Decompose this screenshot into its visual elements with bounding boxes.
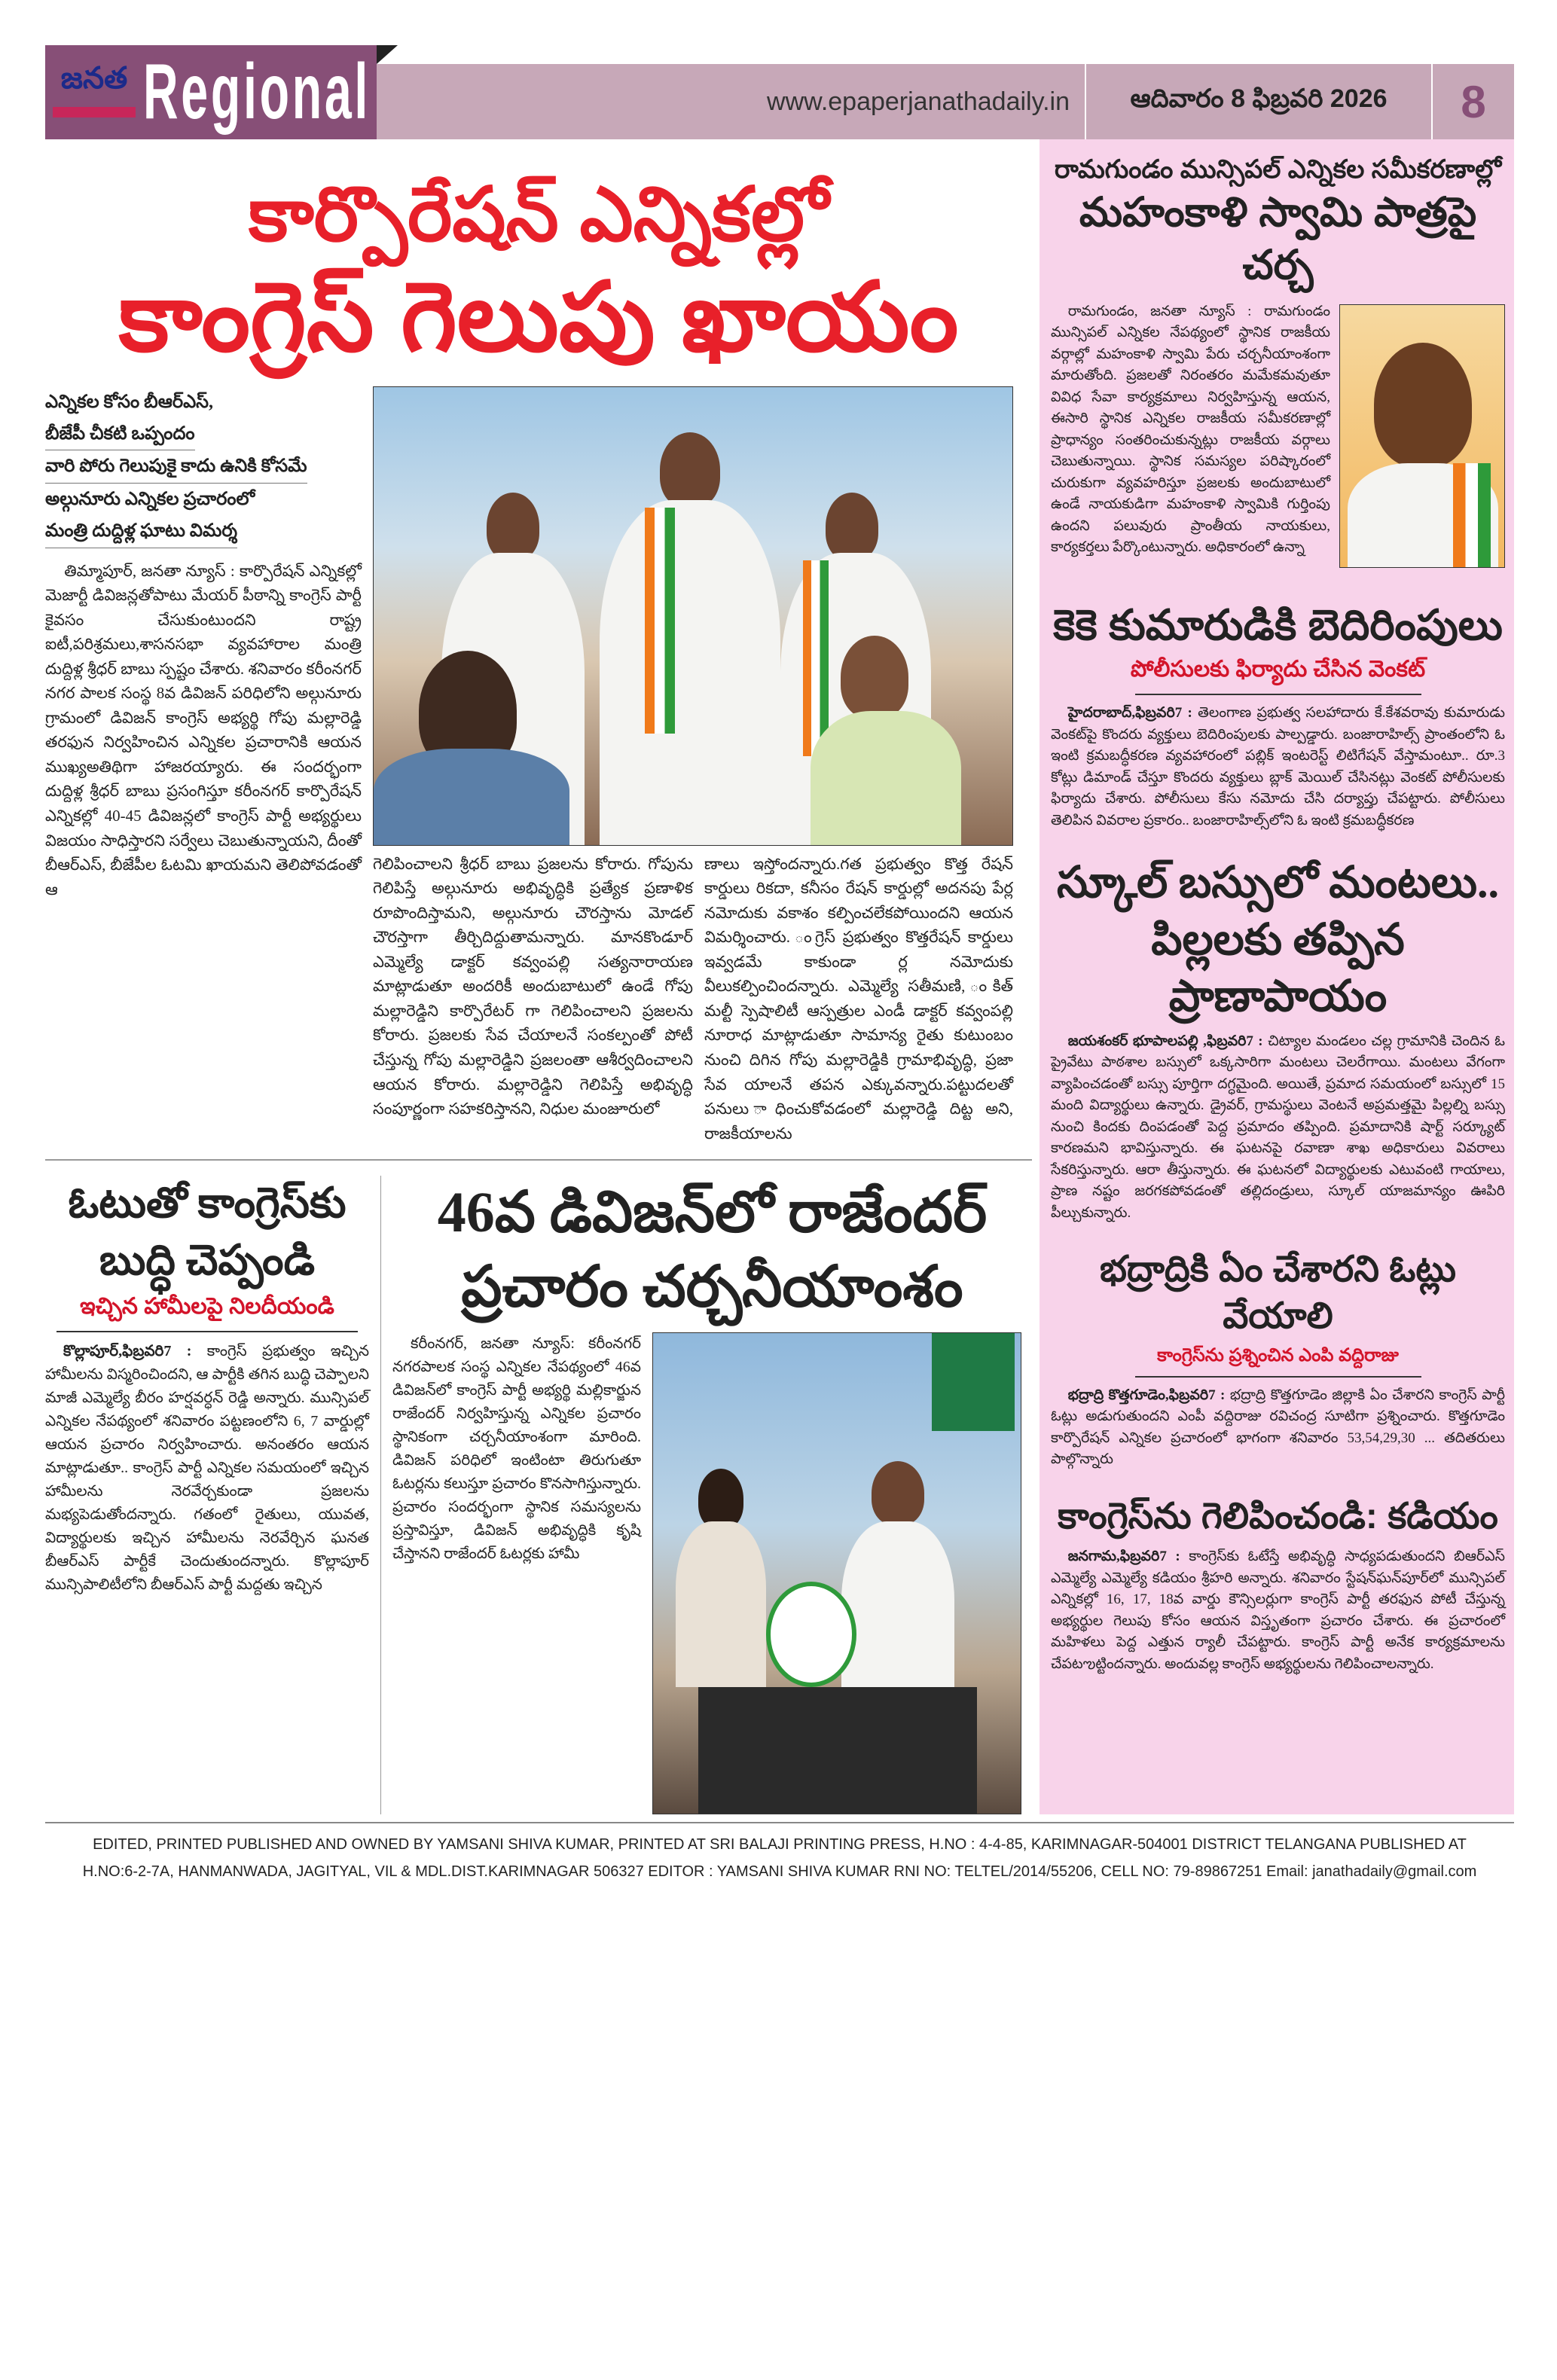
paragraph: రామగుండం, జనతా న్యూస్ : రామగుండం మున్సిపల్ ఎన్నికల నేపథ్యంలో స్థానిక రాజకీయ వర్గాల్లో మహంకాళి స్వామి పేరు చర్చనీయాంశంగా మారుతోంది. ప్రజలతో నిరంతరం మమేకమవుతూ వివిధ సేవా కార్యక్రమాలు నిర్వహిస్తున్న ఆయన, ఈసారి స్థానిక ఎన్నికల రాజకీయ సమీకరణాల్లో ప్రాధాన్యం సంతరించుకున్నట్లు రాజకీయ వర్గాలు చెబుతున్నాయి. స్థానిక సమస్యల పరిష్కారంలో చురుకుగా వ్యవహరిస్తూ ప్రజలకు అందుబాటులో ఉండే నాయకుడిగా మహంకాళి స్వామికి గుర్తింపు ఉందని పలువురు ప్రాంతీయ నాయకులు, కార్యకర్తలు పేర్కొంటున్నారు. అధికారంలో ఉన్నా xyxy=(1051,303,1330,556)
kollapur-story xyxy=(45,1176,369,1814)
mahankali-photo xyxy=(1339,304,1505,568)
main-story-photo xyxy=(373,386,1013,846)
party-flag xyxy=(932,1333,1015,1431)
paragraph: గెలిపించాలని శ్రీధర్ బాబు ప్రజలను కోరారు. గోపును గెలిపిస్తే అల్గునూరు అభివృద్ధికి ప్రత్యేక ప్రణాళిక రూపొందిస్తామని, అల్గునూరు చౌరస్తాను మోడల్ చౌరస్తాగా తీర్చిదిద్దుతామన్నారు. మానకొండూర్ ఎమ్మెల్యే డాక్టర్ కవ్వంపల్లి సత్యనారాయణ మాట్లాడుతూ అందరికీ అందుబాటులో ఉండే గోపు మల్లారెడ్డిని కార్పొరేటర్ గా గెలిపించాలని ప్రజలను కోరారు. ప్రజలకు సేవ చేయాలనే సంకల్పంతో పోటీ చేస్తున్న గోపు మల్లారెడ్డిని ప్రజలంతా ఆశీర్వదించాలని ఆయన కోరారు. మల్లారెడ్డిని గెలిపిస్తే అభివృద్ధి సంపూర్ణంగా సహకరిస్తానని, నిధుల మంజూరులో xyxy=(373,854,693,1118)
mahankali-headline: మహంకాళి స్వామి పాత్రపై చర్చ xyxy=(1079,190,1477,288)
bhadradri-headline: భద్రాద్రికి ఏం చేశారని ఓట్లు వేయాలి xyxy=(1099,1250,1457,1337)
dateline: భద్రాద్రి కొత్తగూడెం,ఫిబ్రవరి7 : xyxy=(1067,1387,1226,1403)
congress-symbol xyxy=(766,1582,856,1687)
main-story-right-area xyxy=(373,386,1032,1146)
division46-photo xyxy=(652,1332,1021,1814)
paragraph: కాంగ్రెస్ ప్రభుత్వం ఇచ్చిన హామీలను విస్మరించిందని, ఆ పార్టీకి తగిన బుద్ధి చెప్పాలని మాజీ ఎమ్మెల్యే బీరం హర్షవర్ధన్ రెడ్డి అన్నారు. మున్సిపల్ ఎన్నికల నేపథ్యంలో శనివారం పట్టణంలోని 6, 7 వార్డుల్లో ఆయన ప్రచారం నిర్వహించారు. అనంతరం ఆయన మాట్లాడుతూ.. కాంగ్రెస్ పార్టీ ఎన్నికల సమయంలో ఇచ్చిన హామీలను నెరవేర్చకుండా ప్రజలను మభ్యపెడుతోందన్నారు. గతంలో రైతులు, యువత, విద్యార్థులకు ఇచ్చిన హామీలను నెరవేర్చిన ఘనత బీఆర్ఎస్ పార్టీకే చెందుతుందన్నారు. కొల్లాపూర్ మున్సిపాలిటీలోని బీఆర్ఎస్ పార్టీ మద్దతు ఇచ్చిన xyxy=(45,1343,370,1594)
bus-headline xyxy=(1051,854,1505,1024)
main-headline-line2: కాంగ్రెస్ గెలుపు ఖాయం xyxy=(118,264,959,371)
paragraph: భద్రాద్రి కొత్తగూడెం జిల్లాకి ఏం చేశారని కాంగ్రెస్ పార్టీ ఓట్లు అడుగుతుందని ఎంపీ వద్దిరాజు రవిచంద్ర సూటిగా ప్రశ్నించారు. కొత్తగూడెం కార్పొరేషన్ ఎన్నికల ప్రచారంలో భాగంగా శనివారం 53,54,29,30 ... తదితరులు పాల్గొన్నారు xyxy=(1051,1387,1506,1468)
division46-body-row xyxy=(392,1332,1032,1814)
imprint-line: H.NO:6-2-7A, HANMANWADA, JAGITYAL, VIL & MDL.DIST.KARIMNAGAR 506327 EDITOR : YAMSANI SHIVA KUMAR RNI NO: TELTEL/2014/55206, CELL NO: 79-89867251 Email: janathadaily@gmail.com xyxy=(82,1863,1477,1880)
page-header xyxy=(45,45,1514,139)
divider xyxy=(56,1331,358,1332)
bus-body xyxy=(1051,1031,1505,1225)
left-region xyxy=(45,139,1032,1814)
imprint-line: EDITED, PRINTED PUBLISHED AND OWNED BY YAMSANI SHIVA KUMAR, PRINTED AT SRI BALAJI PRINTING PRESS, H.NO : 4-4-85, KARIMNAGAR-504001 DISTRICT TELANGANA PUBLISHED AT xyxy=(93,1835,1467,1853)
divider xyxy=(1135,1376,1421,1378)
main-story-lower-columns xyxy=(373,852,1032,1146)
masthead xyxy=(45,45,377,139)
headline-line: 46వ డివిజన్‌లో రాజేందర్ xyxy=(437,1181,988,1245)
division46-body xyxy=(392,1332,641,1814)
headline-line: ప్రచారం చర్చనీయాంశం xyxy=(461,1255,963,1319)
kadiyam-headline: కాంగ్రెస్‌ను గెలిపించండి: కడియం xyxy=(1058,1496,1498,1536)
main-deck xyxy=(45,386,362,548)
kk-body xyxy=(1051,703,1505,831)
kadiyam-body xyxy=(1051,1546,1505,1675)
deck-line: మంత్రి దుద్దిళ్ల ఘాటు విమర్శ xyxy=(45,515,237,548)
bhadradri-body xyxy=(1051,1385,1505,1471)
kollapur-headline xyxy=(45,1176,369,1289)
section-title: Regional xyxy=(143,48,371,136)
headline-line: పిల్లలకు తప్పిన ప్రాణాపాయం xyxy=(1151,914,1405,1021)
sidebar-box xyxy=(1040,139,1514,1814)
headline-line: ఓటుతో కాంగ్రెస్‌కు xyxy=(68,1180,347,1228)
bhadradri-subhead: కాంగ్రెస్‌ను ప్రశ్నించిన ఎంపి వద్దిరాజు xyxy=(1157,1344,1399,1365)
bhadradri-story xyxy=(1051,1246,1505,1471)
imprint-footer xyxy=(45,1823,1514,1885)
dateline: కొల్లాపూర్,ఫిబ్రవరి7 : xyxy=(63,1343,192,1360)
janatha-logo xyxy=(53,62,136,124)
column-divider xyxy=(380,1176,381,1814)
main-story-col2 xyxy=(373,852,693,1146)
main-story-col1 xyxy=(45,559,362,902)
issue-date: ఆదివారం 8 ఫిబ్రవరి 2026 xyxy=(1085,64,1431,139)
masthead-triangle xyxy=(377,45,398,64)
deck-line: వారి పోరు గెలుపుకై కాదు ఉనికి కోసమే xyxy=(45,450,307,483)
kadiyam-story xyxy=(1051,1494,1505,1675)
speaker-stack xyxy=(698,1687,977,1814)
kk-subhead: పోలీసులకు ఫిర్యాదు చేసిన వెంకట్ xyxy=(1130,657,1426,682)
headline-line: బుద్ధి చెప్పండి xyxy=(99,1237,316,1284)
main-headline xyxy=(45,169,1032,376)
dateline: జనగామ,ఫిబ్రవరి7 : xyxy=(1067,1549,1180,1565)
dateline: హైదరాబాద్,ఫిబ్రవరి7 : xyxy=(1067,705,1192,722)
dateline: జయశంకర్ భూపాలపల్లి ,ఫిబ్రవరి7 : xyxy=(1067,1033,1263,1049)
paragraph: తిమ్మాపూర్, జనతా న్యూస్ : కార్పొరేషన్ ఎన్నికల్లో మెజార్టీ డివిజన్లతోపాటు మేయర్ పీఠాన్ని కాంగ్రెస్ పార్టీ కైవసం చేసుకుంటుందని రాష్ట్ర ఐటీ,పరిశ్రమలు,శాసనసభా వ్యవహారాల మంత్రి దుద్దిళ్ల శ్రీధర్ బాబు స్పష్టం చేశారు. శనివారం కరీంనగర్ నగర పాలక సంస్థ 8వ డివిజన్ పరిధిలోని అల్గునూరు గ్రామంలో డివిజన్ కాంగ్రెస్ అభ్యర్థి గోపు మల్లారెడ్డి తరఫున నిర్వహించిన ఎన్నికల ప్రచారానికి ఆయన ముఖ్యఅతిథిగా హాజరయ్యారు. ఈ సందర్భంగా దుద్దిళ్ల శ్రీధర్ బాబు ప్రసంగిస్తూ కరీంనగర్ కార్పొరేషన్ ఎన్నికల్లో 40-45 డివిజన్లలో కాంగ్రెస్ పార్టీ అభ్యర్థులు విజయం సాధిస్తారని సర్వేలు చెబుతున్నాయని, దీంతో బీఆర్ఎస్, బీజేపీల ఓటమి ఖాయమని తెలిపోవడంతో ఆ xyxy=(45,561,362,899)
deck-line: బీజేపీ చీకటి ఒప్పందం xyxy=(45,418,195,450)
paragraph: కరీంనగర్, జనతా న్యూస్: కరీంనగర్ నగరపాలక సంస్థ ఎన్నికల నేపథ్యంలో 46వ డివిజన్‌లో కాంగ్రెస్ పార్టీ అభ్యర్థి మల్లికార్జున రాజేందర్ నిర్వహిస్తున్న ఎన్నికల ప్రచారం స్థానికంగా చర్చనీయాంశంగా మారింది. డివిజన్ పరిధిలో ఇంటింటా తిరుగుతూ ఓటర్లను కలుస్తూ ప్రచారం కొనసాగిస్తున్నారు. ప్రచారం సందర్భంగా స్థానిక సమస్యలను ప్రస్తావిస్తూ, డివిజన్ అభివృద్ధికి కృషి చేస్తానని రాజేందర్ ఓటర్లకు హామీ xyxy=(392,1335,641,1562)
page-content xyxy=(45,139,1514,1814)
website-url[interactable]: www.epaperjanathadaily.in xyxy=(767,87,1070,116)
paragraph: చిట్యాల మండలం చల్ల గ్రామానికి చెందిన ఓ ప్రైవేటు పాఠశాల బస్సులో ఒక్కసారిగా మంటలు చెలరేగాయి. మంటలు వేగంగా వ్యాపించడంతో బస్సు పూర్తిగా దగ్ధమైంది. అయితే, ప్రమాద సమయంలో బస్సులో 15 మంది విద్యార్థులు ఉన్నారు. డ్రైవర్, గ్రామస్థులు వెంటనే అప్రమత్తమై పిల్లల్ని బస్సు నుంచి కిందకు దింపడంతో పెద్ద ప్రమాదం తప్పింది. ప్రమాదానికి షార్ట్ సర్క్యూట్ కారణమని భావిస్తున్నారు. ఈ ఘటనపై రవాణా శాఖ అధికారులు వివరాలు సేకరిస్తున్నారు. ఆరా తీస్తున్నారు. ఈ ఘటనలో విద్యార్థులకు ఎటువంటి గాయాలు, ప్రాణ నష్టం జరగకపోవడంతో తల్లిదండ్రులు, స్కూల్ యాజమాన్యం ఊపిరి పీల్చుకున్నారు. xyxy=(1051,1033,1506,1221)
mahankali-kicker: రామగుండం మున్సిపల్ ఎన్నికల సమీకరణాల్లో xyxy=(1054,155,1502,184)
kollapur-subhead: ఇచ్చిన హామీలపై నిలదీయండి xyxy=(80,1294,334,1320)
main-story-left-column xyxy=(45,386,362,1146)
main-headline-line1: కార్పొరేషన్ ఎన్నికల్లో xyxy=(248,172,829,257)
divider xyxy=(45,1159,1032,1161)
mahankali-story xyxy=(1051,153,1505,575)
divider xyxy=(1135,694,1421,695)
deck-line: అల్గునూరు ఎన్నికల ప్రచారంలో xyxy=(45,489,255,509)
page-number: 8 xyxy=(1431,64,1514,139)
kk-headline: కెకె కుమారుడికి బెదిరింపులు xyxy=(1053,600,1503,648)
main-story-col3 xyxy=(704,852,1013,1146)
logo-text: జనత xyxy=(60,62,128,95)
paragraph: ణాలు ఇస్తోందన్నారు.గత ప్రభుత్వం కొత్త రేషన్ కార్డులు రికదా, కనీసం రేషన్ కార్డుల్లో అదనపు పేర్ల నమోదుకు వకాశం కల్పించలేకపోయిందని ఆయన విమర్శించారు. ంగ్రెస్ ప్రభుత్వం కొత్తరేషన్ కార్డులు ఇవ్వడమే కాకుండా ర్ల నమోదుకు వీలుకల్పించిందన్నారు. ఎమ్మెల్యే సతీమణి, ంకిత్ మల్టీ స్పెషాలిటీ ఆస్పత్రుల ఎండీ డాక్టర్ కవ్వంపల్లి నూరాధ మాట్లాడుతూ సామాన్య రైతు కుటుంబం నుంచి దిగిన గోపు మల్లారెడ్డికి గ్రామాభివృద్ధి, ప్రజా సేవ యాలనే తపన ఎక్కువన్నారు.పట్టుదలతో పనులు ాధించుకోవడంలో మల్లారెడ్డి దిట్ట అని, రాజకీయాలను xyxy=(704,854,1013,1143)
kk-story xyxy=(1051,598,1505,832)
deck-line: ఎన్నికల కోసం బీఆర్ఎస్, xyxy=(45,392,213,412)
main-story-body xyxy=(45,386,1032,1146)
division46-headline xyxy=(392,1176,1032,1325)
division46-story xyxy=(392,1176,1032,1814)
lower-stories xyxy=(45,1176,1032,1814)
bus-story xyxy=(1051,854,1505,1224)
paragraph: కాంగ్రెస్‌కు ఓటేస్తే అభివృద్ధి సాధ్యపడుతుందని బిఆర్ఎస్ ఎమ్మెల్యే ఎమ్మెల్యే కడియం శ్రీహరి అన్నారు. శనివారం స్టేషన్‌ఘన్‌పూర్‌లో మున్సిపల్ ఎన్నికల్లో 16, 17, 18వ వార్డు కౌన్సిలర్లుగా కాంగ్రెస్ పార్టీ తరఫున పోటీ చేస్తున్న అభ్యర్థుల గెలుపు కోసం ఆయన విస్తృతంగా ప్రచారం చేశారు. ఈ ప్రచారంలో మహిళలు పెద్ద ఎత్తున ర్యాలీ చేపట్టారు. కాంగ్రెస్ పార్టీ అనేక కార్యక్రమాలను చేపటఌట్టిందన్నారు. అందువల్ల కాంగ్రెస్ అభ్యర్థులను గెలిపించాలన్నారు. xyxy=(1051,1549,1505,1672)
headline-line: స్కూల్ బస్సులో మంటలు.. xyxy=(1056,858,1500,908)
kollapur-body xyxy=(45,1340,369,1597)
paragraph: తెలంగాణ ప్రభుత్వ సలహాదారు కే.కేశవరావు కుమారుడు వెంకట్‌పై కొందరు వ్యక్తులు బెదిరింపులకు పాల్పడ్డారు. బంజారాహిల్స్ ప్రాంతంలోని ఓ ఇంటి క్రమబద్ధీకరణ వ్యవహారంలో పబ్లిక్ ఇంటరెస్ట్ లిటిగేషన్ వేస్తామంటూ.. రూ.3 కోట్లు డిమాండ్ చేస్తూ కొందరు వ్యక్తులు బ్లాక్ మెయిల్ చేసినట్లు వెంకట్ పోలీసులకు ఫిర్యాదు చేశారు. పోలీసులు కేసు నమోదు చేసి దర్యాప్తు చేపట్టారు. పోలీసులు తెలిపిన వివరాల ప్రకారం.. బంజారాహిల్స్‌లోని ఓ ఇంటి క్రమబద్ధీకరణ xyxy=(1051,705,1505,828)
masthead-bar xyxy=(377,64,1514,139)
